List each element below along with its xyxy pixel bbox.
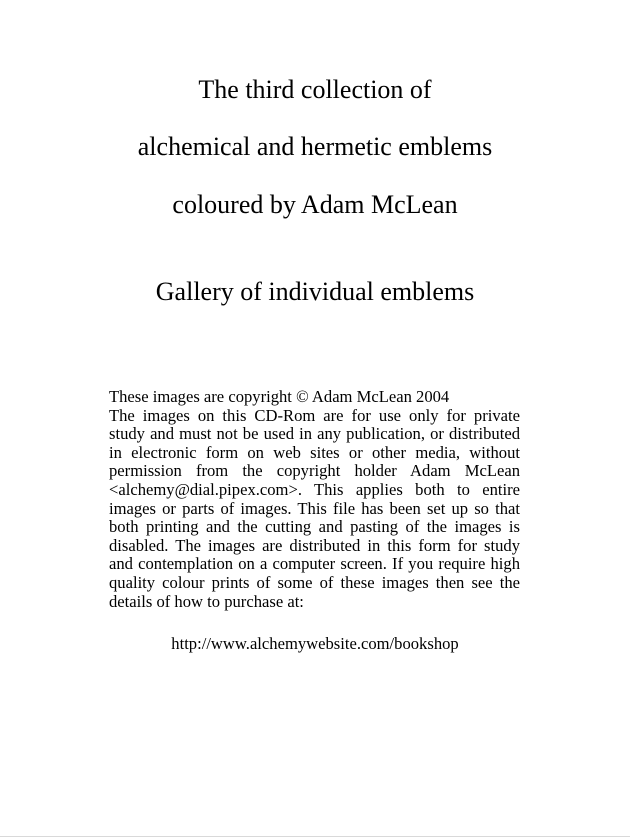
copyright-body: The images on this CD-Rom are for use only for private study and must not be used in any publication, or distributed in electronic form on web sites or other media, without permission from the copyright holder Adam McLean <alchemy@dial.pipex.com>. This applies both to entire images or parts of images. This file has been set up so that both printing and the cutting and pasting of the images is disabled. The images are distributed in this form for study and contemplation on a computer screen. If you require high quality colour prints of some of these images then see the details of how to purchase at: <box>109 405 520 611</box>
title-line-3: coloured by Adam McLean <box>172 190 458 219</box>
gallery-subtitle: Gallery of individual emblems <box>155 277 475 306</box>
copyright-line: These images are copyright © Adam McLean 2004 <box>109 387 450 406</box>
copyright-notice <box>109 388 520 611</box>
title-line-2: alchemical and hermetic emblems <box>137 132 493 161</box>
bookshop-link[interactable]: http://www.alchemywebsite.com/bookshop <box>171 634 459 653</box>
title-line-1: The third collection of <box>198 75 432 104</box>
page-bottom-divider <box>0 836 630 837</box>
